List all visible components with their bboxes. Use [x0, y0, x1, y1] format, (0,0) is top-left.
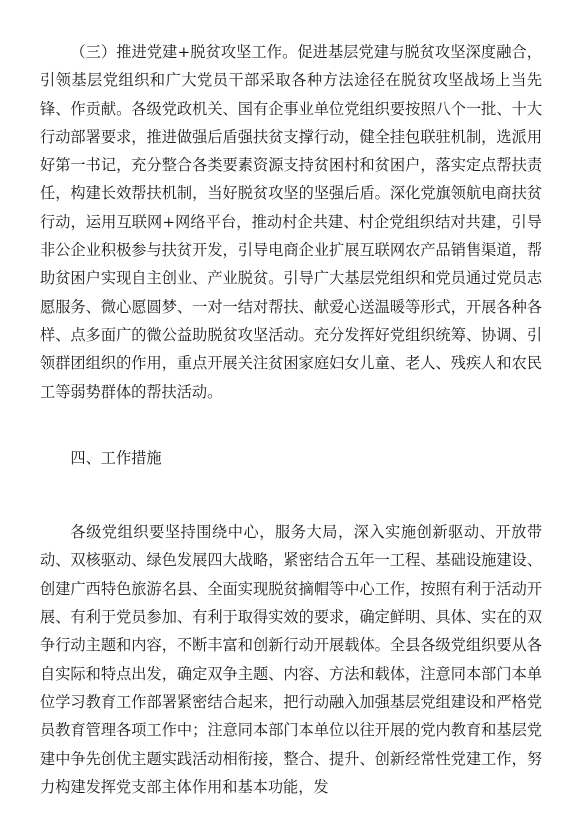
- paragraph-poverty-alleviation: （三）推进党建+脱贫攻坚工作。促进基层党建与脱贫攻坚深度融合，引领基层党组织和广大党员干部采取各种方法途径在脱贫攻坚战场上当先锋、作贡献。各级党政机关、国有企事业单位党组织要按照八个一批、十大行动部署要求，推进做强后盾强扶贫支撑行动，健全挂包联驻机制，选派用好第一书记，充分整合各类要素资源支持贫困村和贫困户，落实定点帮扶责任，构建长效帮扶机制，当好脱贫攻坚的坚强后盾。深化党旗领航电商扶贫行动，运用互联网+网络平台，推动村企共建、村企党组织结对共建，引导非公企业积极参与扶贫开发，引导电商企业扩展互联网农产品销售渠道，帮助贫困户实现自主创业、产业脱贫。引导广大基层党组织和党员通过党员志愿服务、微心愿圆梦、一对一结对帮扶、献爱心送温暖等形式，开展各种各样、点多面广的微公益助脱贫攻坚活动。充分发挥好党组织统筹、协调、引领群团组织的作用，重点开展关注贫困家庭妇女儿童、老人、残疾人和农民工等弱势群体的帮扶活动。: [40, 43, 542, 401]
- paragraph-work-measures: 各级党组织要坚持围绕中心，服务大局，深入实施创新驱动、开放带动、双核驱动、绿色发展四大战略，紧密结合五年一工程、基础设施建设、创建广西特色旅游名县、全面实现脱贫摘帽等中心工作，按照有利于活动开展、有利于党员参加、有利于取得实效的要求，确定鲜明、具体、实在的双争行动主题和内容，不断丰富和创新行动开展载体。全县各级党组织要从各自实际和特点出发，确定双争主题、内容、方法和载体，注意同本部门本单位学习教育工作部署紧密结合起来，把行动融入加强基层党组建设和严格党员教育管理各项工作中；注意同本部门本单位以往开展的党内教育和基层党建中争先创优主题实践活动相衔接，整合、提升、创新经常性党建工作，努力构建发挥党支部主体作用和基本功能，发: [40, 523, 542, 796]
- section-heading-work-measures: 四、工作措施: [70, 448, 162, 467]
